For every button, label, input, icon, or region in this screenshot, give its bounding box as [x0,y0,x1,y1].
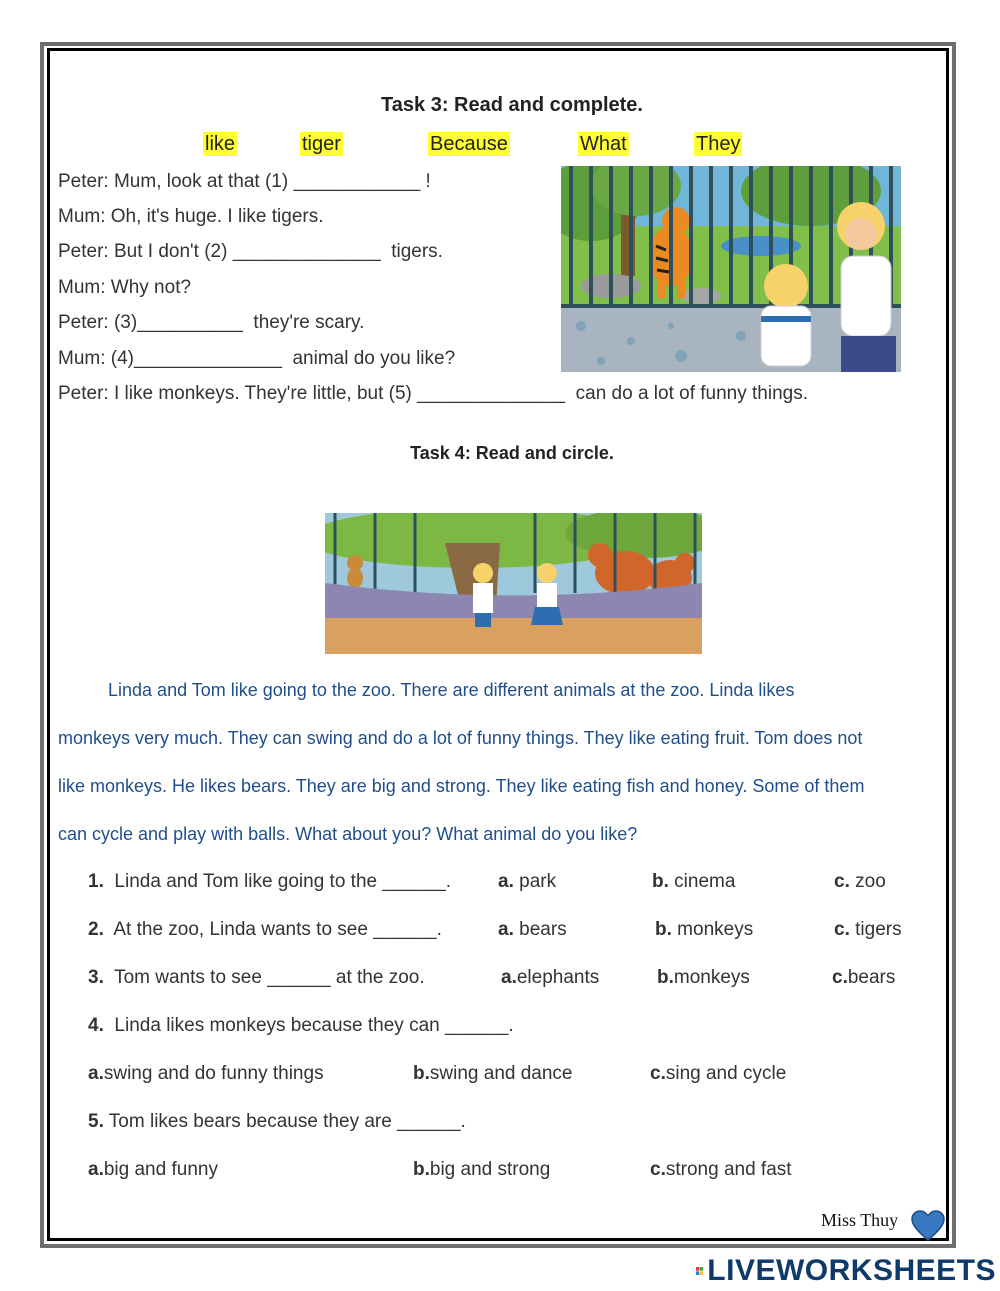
heart-icon [910,1210,946,1242]
liveworksheets-logo-icon [696,1258,703,1284]
q4-option-c[interactable]: c.sing and cycle [650,1063,787,1084]
question-3: 3. Tom wants to see ______ at the zoo. [88,967,425,988]
brand-name: LIVEWORKSHEETS [707,1254,996,1287]
q5-option-a[interactable]: a.big and funny [88,1159,218,1180]
question-5: 5. Tom likes bears because they are ______. [88,1111,466,1132]
tiger-zoo-illustration [561,166,901,372]
task4-title: Task 4: Read and circle. [410,443,614,463]
word-bank-item: They [696,133,741,155]
dialogue-line-3: Peter: But I don't (2) ______________ tigers. [58,241,443,262]
q3-option-b[interactable]: b.monkeys [657,967,750,988]
dialogue-line-6: Mum: (4)______________ animal do you like? [58,348,456,369]
q2-option-b[interactable]: b. monkeys [655,919,754,940]
q3-option-c[interactable]: c.bears [832,967,896,988]
reading-line-2: monkeys very much. They can swing and do a lot of funny things. They like eating fruit. Tom does not [58,728,863,748]
liveworksheets-logo [696,1254,996,1288]
author-signature: Miss Thuy [821,1210,899,1230]
dialogue-line-2: Mum: Oh, it's huge. I like tigers. [58,206,324,227]
word-bank-item: like [205,133,236,155]
monkey-figure [347,555,363,588]
dialogue-line-1: Peter: Mum, look at that (1) ____________ ! [58,171,431,192]
word-bank-item: tiger [302,133,341,155]
q1-option-a[interactable]: a. park [498,871,557,892]
tom-figure [473,563,493,627]
dialogue-line-4: Mum: Why not? [58,277,192,298]
task3-title: Task 3: Read and complete. [381,94,643,116]
q4-option-b[interactable]: b.swing and dance [413,1063,573,1084]
dialogue-line-5: Peter: (3)__________ they're scary. [58,312,365,333]
question-1: 1. Linda and Tom like going to the ______. [88,871,452,892]
q4-option-a[interactable]: a.swing and do funny things [88,1063,324,1084]
q5-option-c[interactable]: c.strong and fast [650,1159,792,1180]
q3-option-a[interactable]: a.elephants [501,967,600,988]
reading-line-1: Linda and Tom like going to the zoo. There are different animals at the zoo. Linda likes [58,680,795,700]
reading-line-4: can cycle and play with balls. What about you? What animal do you like? [58,824,638,844]
q5-option-b[interactable]: b.big and strong [413,1159,551,1180]
dialogue-line-7: Peter: I like monkeys. They're little, but (5) ______________ can do a lot of funny things. [58,383,809,404]
word-bank-item: Because [430,133,508,155]
word-bank-item: What [580,133,627,155]
kids-zoo-illustration [325,513,702,654]
boy-figure [761,264,811,366]
q1-option-c[interactable]: c. zoo [834,871,886,892]
question-4: 4. Linda likes monkeys because they can ______. [88,1015,514,1036]
q2-option-c[interactable]: c. tigers [834,919,902,940]
q2-option-a[interactable]: a. bears [498,919,567,940]
question-2: 2. At the zoo, Linda wants to see ______. [88,919,442,940]
q1-option-b[interactable]: b. cinema [652,871,736,892]
reading-line-3: like monkeys. He likes bears. They are big and strong. They like eating fish and honey. Some of them [58,776,865,796]
